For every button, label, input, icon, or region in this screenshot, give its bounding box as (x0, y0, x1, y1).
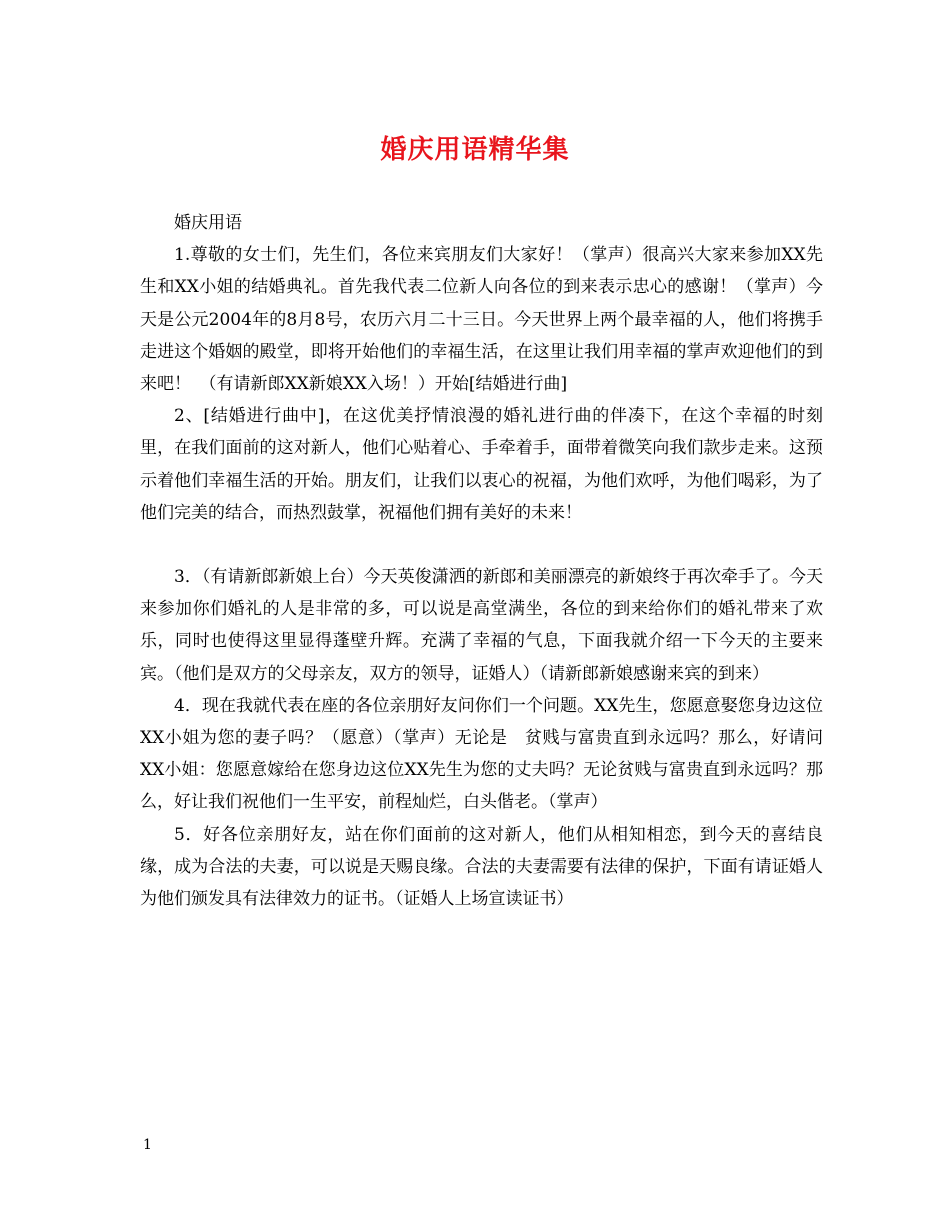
paragraph-5: 5．好各位亲朋好友，站在你们面前的这对新人，他们从相知相恋，到今天的喜结良缘，成为合法的夫妻，可以说是天赐良缘。合法的夫妻需要有法律的保护，下面有请证婚人为他们颁发具有法律效力的证书。（证婚人上场宣读证书） (140, 824, 823, 910)
paragraph-4: 4．现在我就代表在座的各位亲朋好友问你们一个问题。XX先生，您愿意娶您身边这位 XX小姐为您的妻子吗？（愿意）（掌声）无论是 贫贱与富贵直到永远吗？那么，好请问XX小姐：您愿意嫁给在您身边这位XX先生为您的丈夫吗？无论贫贱与富贵直到永远吗？那么，好让我们祝他们一生平安，前程灿烂，白头偕老。（掌声） (140, 695, 823, 813)
document-title: 婚庆用语精华集 (380, 135, 570, 165)
paragraph-1: 1.尊敬的女士们，先生们，各位来宾朋友们大家好！（掌声）很高兴大家来参加XX先生和XX小姐的结婚典礼。首先我代表二位新人向各位的到来表示忠心的感谢！（掌声）今天是公元2004年的8月8号，农历六月二十三日。今天世界上两个最幸福的人，他们将携手走进这个婚姻的殿堂，即将开始他们的幸福生活，在这里让我们用幸福的掌声欢迎他们的到来吧！ （有请新郎XX新娘XX入场！）开始[结婚进行曲] (140, 245, 823, 395)
document-body (140, 207, 823, 915)
section-heading: 婚庆用语 (174, 213, 242, 233)
paragraph-2: 2、[结婚进行曲中]，在这优美抒情浪漫的婚礼进行曲的伴凑下，在这个幸福的时刻里，在我们面前的这对新人，他们心贴着心、手牵着手，面带着微笑向我们款步走来。这预示着他们幸福生活的开始。朋友们，让我们以衷心的祝福，为他们欢呼，为他们喝彩，为了他们完美的结合，而热烈鼓掌，祝福他们拥有美好的未来！ (140, 406, 823, 523)
paragraph-3: 3．（有请新郎新娘上台）今天英俊潇洒的新郎和美丽漂亮的新娘终于再次牵手了。今天来参加你们婚礼的人是非常的多，可以说是高堂满坐，各位的到来给你们的婚礼带来了欢乐，同时也使得这里显得蓬壁升辉。充满了幸福的气息，下面我就介绍一下今天的主要来宾。（他们是双方的父母亲友，双方的领导，证婚人）（请新郎新娘感谢来宾的到来） (140, 567, 823, 684)
page-number: 1 (143, 1137, 152, 1153)
paragraph-spacer (140, 529, 823, 561)
